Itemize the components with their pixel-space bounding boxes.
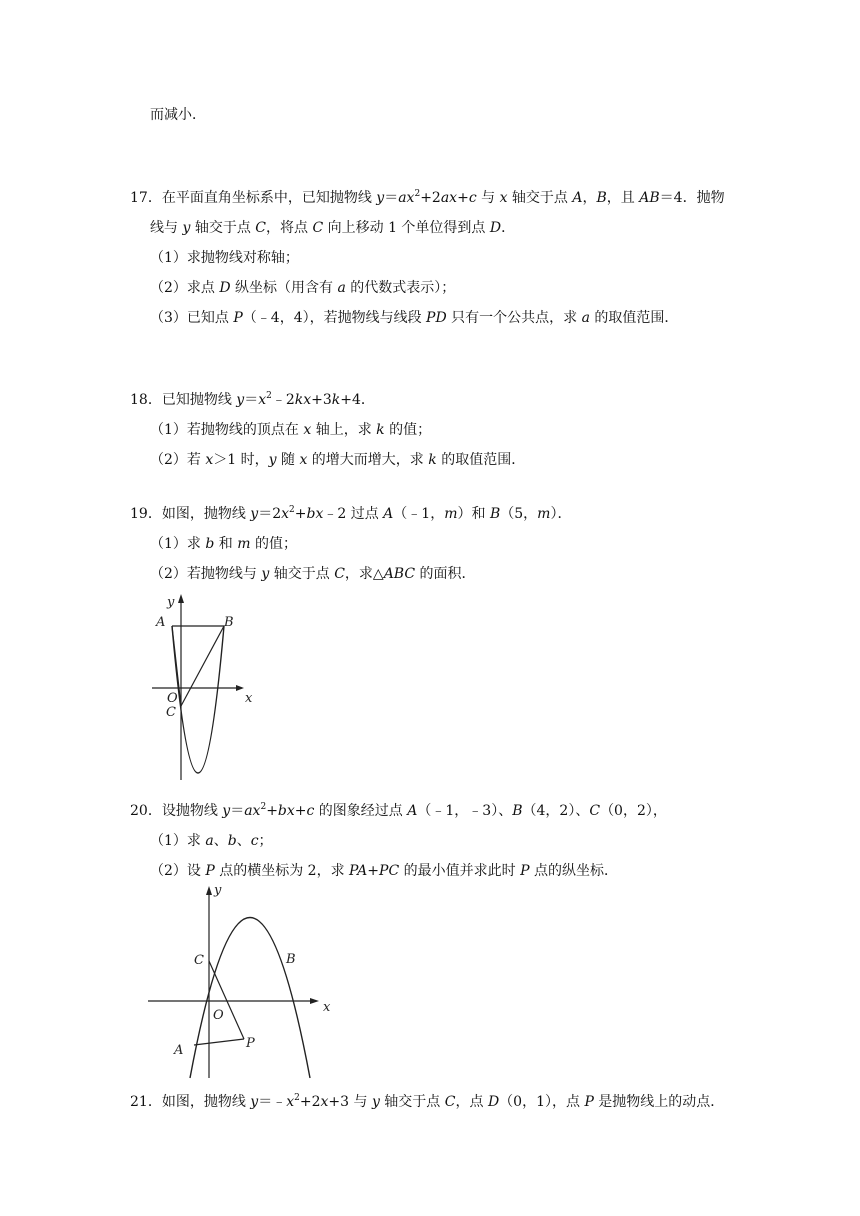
text-fragment: 而减小． <box>150 107 206 123</box>
label-c: C <box>194 953 204 968</box>
q21-line1: 21．如图，抛物线 $y=﹣x^2+2x+3$ 与 y 轴交于点 C，点 D（0，1），点 P 是抛物线上的动点． <box>130 1093 725 1110</box>
segment-cp <box>209 961 244 1039</box>
label-x: x <box>323 1000 331 1015</box>
label-x: x <box>245 691 253 706</box>
label-b: B <box>286 952 296 967</box>
q20-part1: （1）求 a、b、c； <box>150 833 273 849</box>
label-a: A <box>174 1043 184 1058</box>
q18-part1: （1）若抛物线的顶点在 x 轴上，求 k 的值； <box>150 422 432 438</box>
x-axis-arrow-icon <box>236 685 244 691</box>
label-p: P <box>246 1036 255 1051</box>
y-axis-arrow-icon <box>178 594 184 603</box>
q17-line1: 17．在平面直角坐标系中，已知抛物线 $y=ax^2+2ax+c$ 与 x 轴交于点 A，B，且 AB＝4．抛物 <box>130 189 725 206</box>
label-y: y <box>214 883 222 898</box>
x-axis-arrow-icon <box>310 998 319 1004</box>
segment-ap <box>194 1039 244 1045</box>
q19-part1: （1）求 b 和 m 的值； <box>150 536 297 552</box>
y-axis-arrow-icon <box>206 886 212 895</box>
label-o: O <box>213 1008 224 1023</box>
q17-part2: （2）求点 D 纵坐标（用含有 a 的代数式表示）； <box>150 280 456 296</box>
label-c: C <box>166 705 176 720</box>
label-y: y <box>167 595 175 610</box>
label-a: A <box>156 615 166 630</box>
q19-figure <box>140 590 280 790</box>
label-o: O <box>167 691 178 706</box>
q20-part2: （2）设 P 点的横坐标为 2，求 PA+PC 的最小值并求此时 P 点的纵坐标． <box>150 863 618 879</box>
q17-part3: （3）已知点 P（﹣4，4），若抛物线与线段 PD 只有一个公共点，求 a 的取值范围． <box>150 310 679 326</box>
q19-line1: 19．如图，抛物线 $y=2x^2+bx﹣2$ 过点 A（﹣1，m）和 B（5，m）． <box>130 505 572 522</box>
q18-line1: 18．已知抛物线 $y=x^2﹣2kx+3k+4$． <box>130 391 375 408</box>
parabola <box>190 918 310 1079</box>
q17-part1: （1）求抛物线对称轴； <box>150 250 299 266</box>
q20-figure <box>140 882 340 1078</box>
q20-line1: 20．设抛物线 $y=ax^2+bx+c$ 的图象经过点 A（﹣1，﹣3）、B（4，2）、C（0，2）， <box>130 802 667 819</box>
q17-line2: 线与 y 轴交于点 C，将点 C 向上移动 1 个单位得到点 D． <box>150 220 516 236</box>
q18-part2: （2）若 x＞1 时，y 随 x 的增大而增大，求 k 的取值范围． <box>150 452 526 468</box>
q19-part2: （2）若抛物线与 y 轴交于点 C，求△ABC 的面积． <box>150 566 476 582</box>
label-b: B <box>224 615 234 630</box>
